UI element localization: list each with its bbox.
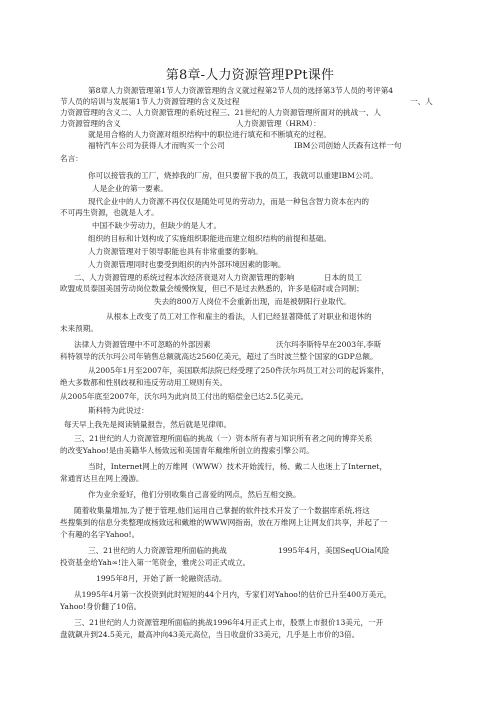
text-line: 二、人力资源管理的系统过程本次经济衰退对人力资源管理的影响 — [74, 273, 295, 282]
text-line: 现代企业中的人力资源不再仅仅是随处可见的劳动力，而是一种包含智力资本在内的 — [88, 197, 369, 206]
text-line: 法律人力资源管理中不可忽略的外部因素 — [74, 340, 211, 349]
text-line: 每天早上我先是阅读销量报告，然后就是见律师。 — [64, 420, 232, 429]
text-line: IBM公司创始人沃森有这样一句 — [294, 141, 402, 150]
text-line: 绝大多数都和性别歧视和违反劳动用工规则有关。 — [60, 378, 228, 387]
text-line: 力资源管理的含义 — [60, 119, 121, 128]
text-line: 日本的员工 — [324, 273, 362, 282]
text-line: 斯科特为此说过： — [88, 406, 149, 415]
document-title: 第8章-人力资源管理PPt课件 — [165, 68, 335, 83]
text-line: 随着收集量增加,为了便于管理,他们运用自己掌握的软件技术开发了一个数据库系统,将这 — [74, 506, 370, 515]
text-line: 三、21世纪的人力资源管理所面临的挑战（一）资本所有者与知识所有者之间的博弈关系 — [74, 434, 373, 443]
text-line: 不可再生资源，也就是人才。 — [60, 208, 159, 217]
text-line: 科特领导的沃尔玛公司年销售总额就高达2560亿美元，超过了当时波兰整个国家的GDP总额。 — [60, 352, 378, 361]
text-line: 福特汽车公司为获得人才而购买一个公司 — [88, 141, 225, 150]
text-line: 盘就飙升到24.5美元，最高冲向43美元高位，当日收盘价33美元，几乎是上市价的3倍。 — [60, 630, 360, 639]
text-line: 个有趣的名字Yahoo!。 — [60, 530, 140, 539]
text-line: 三、21世纪的人力资源管理所面临的挑战 — [88, 546, 227, 555]
text-line: 从2005年底至2007年，沃尔玛为此向员工付出的赔偿金已达2.5亿美元。 — [60, 392, 309, 401]
text-line: 你可以接管我的工厂，烧掉我的厂房，但只要留下我的员工，我就可以重建IBM公司。 — [88, 171, 378, 180]
text-line: 投资基金给Yah∞!注入第一笔资金，雅虎公司正式成立。 — [60, 558, 251, 567]
text-line: 从1995年4月第一次投资到此时短短的44个月内，专家们对Yahoo!的估价已升至400万美元， — [74, 590, 392, 599]
text-line: 从2005年1月至2007年，美国联邦法院已经受理了250件沃尔玛员工对公司的起诉案件， — [88, 366, 389, 375]
text-line: 第8章人力资源管理第1节人力资源管理的含义就过程第2节人员的选择第3节人员的考评第4 — [88, 86, 394, 95]
text-line: 沃尔玛李斯特早在2003年,李斯 — [276, 340, 382, 349]
text-line: 组织的目标和计划构成了实施组织职能进而建立组织结构的前提和基础。 — [88, 234, 331, 243]
text-line: 1995年4月，美国SeqUOia风险 — [278, 546, 390, 555]
text-line: 就是用合格的人力资源对组织结构中的职位进行填充和不断填充的过程。 — [88, 130, 331, 139]
text-line: 力资源管理的含义二、人力资源管理的系统过程三、21世纪的人力资源管理所面对的挑战一、人 — [60, 108, 382, 117]
text-line: 一、人 — [410, 97, 433, 106]
text-line: 三、21世纪的人力资源管理所面临的挑战1996年4月正式上市，股票上市报价13美元，一开 — [74, 618, 384, 627]
text-line: Yahoo!身价翻了10倍。 — [60, 602, 142, 611]
text-line: 未来预期。 — [60, 324, 98, 333]
text-line: 欧盟成员泰国美国劳动岗位数量会缓慢恢复，但已不是过去熟悉的，许多是临时或合同制； — [60, 284, 364, 293]
text-line: 人力资源管理对于领导职能也具有非常重要的影响。 — [88, 247, 263, 256]
text-line: 人力资源管理同时也要受到组织的内外部环境因素的影响。 — [88, 260, 286, 269]
text-line: 作为业余爱好，他们分别收集自己喜爱的网点，然后互相交换。 — [88, 490, 301, 499]
text-line: 中国不缺少劳动力，但缺少的是人才。 — [92, 221, 222, 230]
text-line: 节人员的培训与发展第1节人力资源管理的含义及过程 — [60, 97, 240, 106]
text-line: 名言： — [60, 154, 83, 163]
text-line: 人是企业的第一要素。 — [92, 184, 168, 193]
text-line: 1995年8月，开始了新一轮融资活动。 — [96, 574, 227, 583]
text-line: 从根本上改变了员工对工作和雇主的看法，人们已经显著降低了对职业和退休的 — [106, 312, 372, 321]
text-line: 失去的800万人岗位不会重新出现，而是被朝阳行业取代。 — [154, 297, 351, 306]
text-line: 的改变Yahoo!是由美籍华人杨致远和美国青年戴维所创立的搜索引擎公司。 — [60, 446, 314, 455]
text-line: 人力资源管理（HRM）： — [236, 119, 321, 128]
text-line: 常通宵达旦在网上漫游。 — [60, 474, 144, 483]
text-line: 当时，Internet网上的万维网（WWW）技术开始流行，杨、戴二人也迷上了Internet， — [88, 462, 388, 471]
text-line: 些搜集到的信息分类整理成杨致远和戴维的WWW网指南，放在万维网上让网友们共享，并起了一 — [60, 518, 388, 527]
